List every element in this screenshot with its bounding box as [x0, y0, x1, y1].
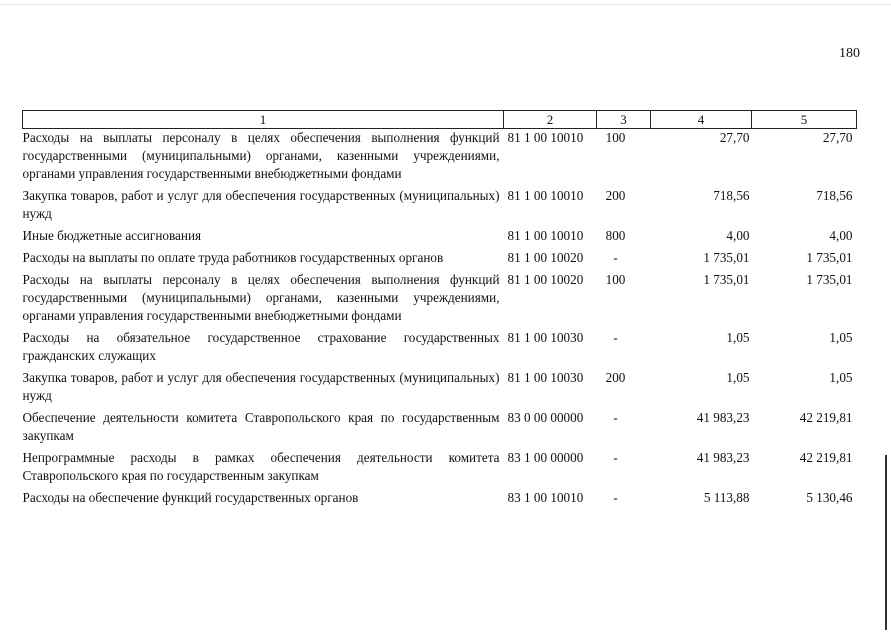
header-col-4: 4	[651, 111, 752, 129]
expense-type-code: 200	[605, 370, 626, 385]
expense-type-code: -	[613, 330, 618, 345]
amount-col-4: 718,56	[713, 188, 750, 203]
table-row	[23, 187, 857, 227]
amount-col-5: 42 219,81	[799, 450, 853, 465]
amount-col-5: 1 735,01	[806, 250, 853, 265]
table-row	[23, 271, 857, 329]
target-article-code: 83 0 00 00000	[507, 410, 584, 425]
table-row	[23, 329, 857, 369]
amount-col-4: 1,05	[726, 330, 750, 345]
header-row	[23, 111, 857, 129]
target-article-code: 81 1 00 10030	[507, 330, 584, 345]
amount-col-5: 1,05	[829, 370, 853, 385]
expense-name: Закупка товаров, работ и услуг для обеспечения государственных (муниципальных) нужд	[22, 188, 500, 221]
amount-col-4: 41 983,23	[696, 450, 750, 465]
expense-type-code: 200	[605, 188, 626, 203]
expense-type-code: -	[613, 490, 618, 505]
scan-top-edge-line	[0, 4, 891, 5]
expense-type-code: 800	[605, 228, 626, 243]
page-number: 180	[839, 46, 860, 61]
amount-col-4: 1 735,01	[703, 272, 750, 287]
target-article-code: 81 1 00 10010	[507, 130, 584, 145]
amount-col-4: 41 983,23	[696, 410, 750, 425]
expense-type-code: 100	[605, 130, 626, 145]
amount-col-5: 5 130,46	[806, 490, 853, 505]
target-article-code: 83 1 00 00000	[507, 450, 584, 465]
table-row	[23, 227, 857, 249]
amount-col-4: 27,70	[719, 130, 750, 145]
expense-name: Расходы на выплаты по оплате труда работников государственных органов	[22, 250, 444, 265]
amount-col-4: 5 113,88	[703, 490, 750, 505]
expense-name: Расходы на обязательное государственное страхование государственных гражданских служащих	[22, 330, 500, 363]
target-article-code: 81 1 00 10020	[507, 250, 584, 265]
expense-type-code: -	[613, 450, 618, 465]
amount-col-5: 4,00	[829, 228, 853, 243]
scan-edge-line	[885, 455, 887, 630]
expense-name: Непрограммные расходы в рамках обеспечения деятельности комитета Ставропольского края по государственным закупкам	[22, 450, 500, 483]
table-row	[23, 449, 857, 489]
table-row	[23, 369, 857, 409]
expense-name: Иные бюджетные ассигнования	[22, 228, 202, 243]
expense-type-code: -	[613, 250, 618, 265]
budget-table	[22, 110, 857, 511]
table-row	[23, 129, 857, 188]
expense-name: Расходы на выплаты персоналу в целях обеспечения выполнения функций государственными (муниципальными) органами, казенными учреждениями, органами управления государственными внебюджетными фондами	[22, 272, 500, 323]
header-col-1: 1	[23, 111, 504, 129]
amount-col-5: 27,70	[822, 130, 853, 145]
table-row	[23, 489, 857, 511]
amount-col-4: 4,00	[726, 228, 750, 243]
table-row	[23, 249, 857, 271]
header-col-5: 5	[752, 111, 857, 129]
amount-col-4: 1,05	[726, 370, 750, 385]
target-article-code: 81 1 00 10020	[507, 272, 584, 287]
table-row	[23, 409, 857, 449]
target-article-code: 81 1 00 10010	[507, 228, 584, 243]
expense-name: Расходы на обеспечение функций государственных органов	[22, 490, 359, 505]
amount-col-4: 1 735,01	[703, 250, 750, 265]
expense-name: Расходы на выплаты персоналу в целях обеспечения выполнения функций государственными (муниципальными) органами, казенными учреждениями, органами управления государственными внебюджетными фондами	[22, 130, 500, 181]
target-article-code: 83 1 00 10010	[507, 490, 584, 505]
target-article-code: 81 1 00 10030	[507, 370, 584, 385]
expense-type-code: 100	[605, 272, 626, 287]
amount-col-5: 1 735,01	[806, 272, 853, 287]
header-col-3: 3	[597, 111, 651, 129]
expense-name: Закупка товаров, работ и услуг для обеспечения государственных (муниципальных) нужд	[22, 370, 500, 403]
amount-col-5: 1,05	[829, 330, 853, 345]
amount-col-5: 42 219,81	[799, 410, 853, 425]
header-col-2: 2	[504, 111, 597, 129]
amount-col-5: 718,56	[816, 188, 853, 203]
expense-type-code: -	[613, 410, 618, 425]
expense-name: Обеспечение деятельности комитета Ставропольского края по государственным закупкам	[22, 410, 500, 443]
target-article-code: 81 1 00 10010	[507, 188, 584, 203]
